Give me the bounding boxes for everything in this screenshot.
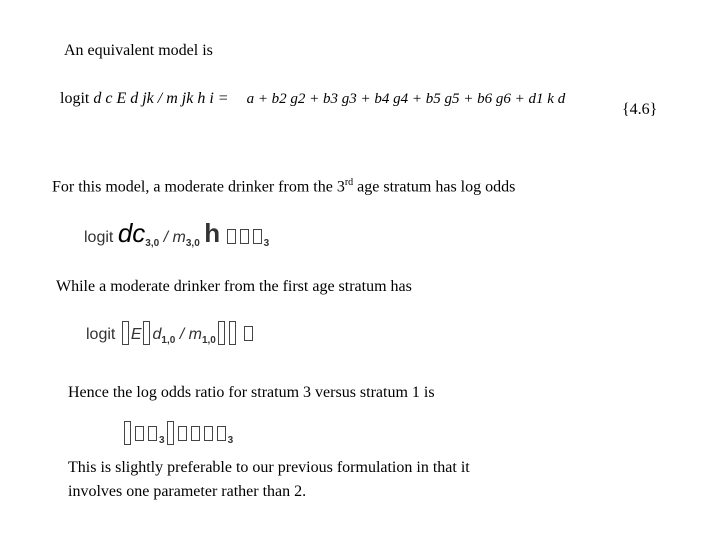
glyph-box (178, 426, 187, 441)
glyph-box (240, 229, 249, 244)
eq-b-d: d (152, 326, 162, 343)
eq-b-sub: 1,0 (161, 335, 176, 346)
glyph-box (143, 321, 150, 345)
eq-a-logit: logit (84, 229, 114, 246)
glyph-box (148, 426, 157, 441)
eq-b-logit: logit (86, 326, 116, 343)
equation-stratum-3 (84, 218, 269, 249)
eq-a-sub: 3,0 (145, 238, 160, 249)
glyph-box (253, 229, 262, 244)
glyph-box (204, 426, 213, 441)
p1-text: For this model, a moderate drinker from the 3 (52, 178, 345, 196)
paragraph-2: While a moderate drinker from the first age stratum has (56, 278, 412, 295)
eq-rhs: a + b2 g2 + b3 g3 + b4 g4 + b5 g5 + b6 g6 + d1 k d (246, 91, 566, 107)
p1-text-2: age stratum has log odds (353, 178, 516, 196)
glyph-box (218, 321, 225, 345)
equation-4-6 (60, 90, 565, 108)
eq-a-mid: / m (163, 229, 186, 246)
paragraph-1 (52, 177, 515, 196)
eq-b-e: E (130, 326, 142, 343)
glyph-box (229, 321, 236, 345)
eq-body: d c E d jk / m jk h i = (93, 90, 229, 107)
eq-c-sub2: 3 (227, 435, 234, 446)
eq-logit: logit (60, 90, 90, 107)
glyph-box (217, 426, 226, 441)
eq-a-brackets: dc (117, 218, 146, 248)
eq-a-sub2: 3,0 (185, 238, 200, 249)
paragraph-4-line-2: involves one parameter rather than 2. (68, 483, 307, 500)
glyph-box (244, 326, 253, 341)
eq-a-tail: 3 (263, 238, 270, 249)
intro-text: An equivalent model is (64, 42, 213, 59)
p1-sup: rd (344, 177, 354, 188)
glyph-box (227, 229, 236, 244)
eq-a-close: h (204, 218, 221, 248)
glyph-box (191, 426, 200, 441)
glyph-box (122, 321, 129, 345)
eq-b-mid: / m (179, 326, 202, 343)
paragraph-4-line-1: This is slightly preferable to our previous formulation in that it (68, 459, 470, 476)
eq-b-sub2: 1,0 (201, 335, 216, 346)
paragraph-3: Hence the log odds ratio for stratum 3 versus stratum 1 is (68, 384, 435, 401)
eq-c-sub1: 3 (159, 435, 165, 446)
equation-tag: {4.6} (622, 101, 658, 118)
equation-stratum-1 (86, 321, 255, 346)
glyph-box (167, 421, 174, 445)
equation-log-odds-ratio (122, 421, 233, 446)
glyph-box (124, 421, 131, 445)
glyph-box (135, 426, 144, 441)
